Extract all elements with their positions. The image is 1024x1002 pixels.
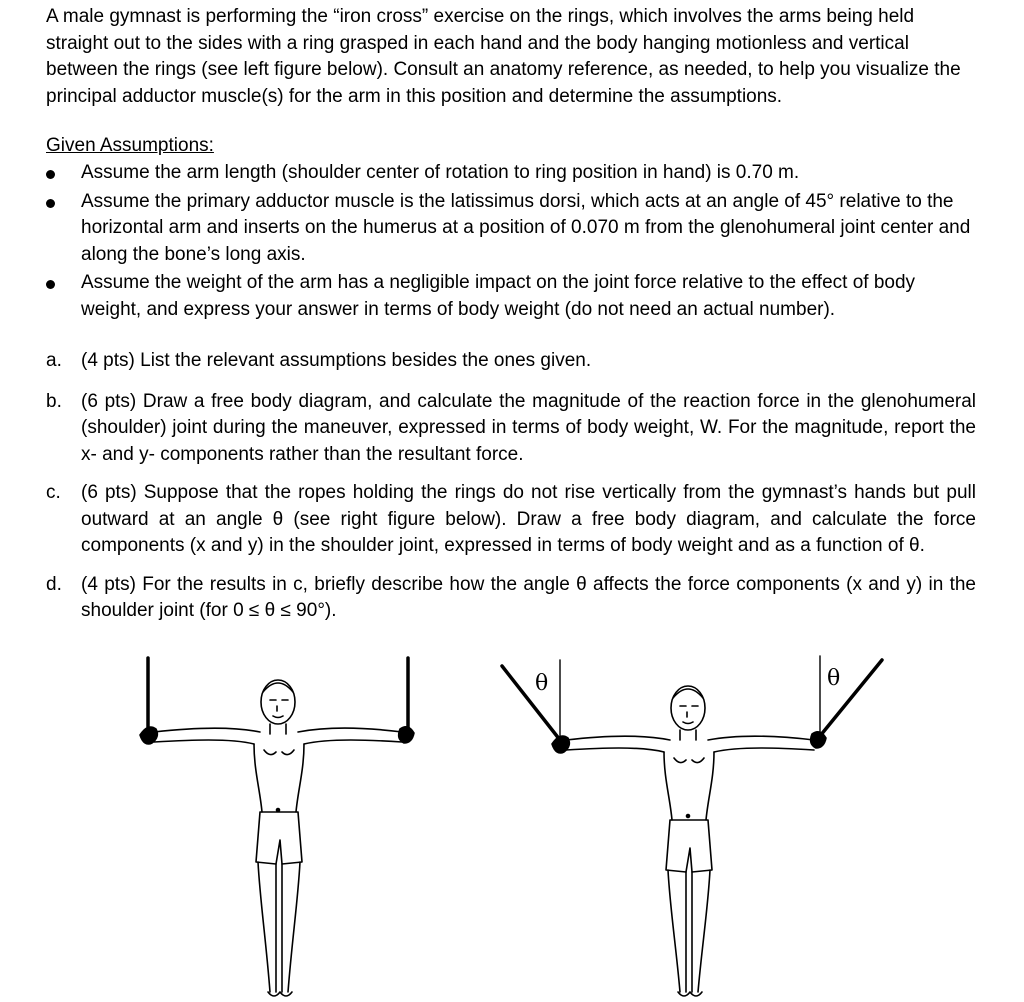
question-marker: b.	[46, 390, 62, 412]
assumption-text: Assume the arm length (shoulder center of rotation to ring position in hand) is 0.70 m.	[81, 162, 800, 183]
theta-label-left: θ	[535, 671, 549, 696]
question-text: (6 pts) Draw a free body diagram, and calculate the magnitude of the reaction force in the glenohumeral (shoulder) joint during the maneuver, expressed in terms of body weight, W. For the magnitude, report the x- and y- components rather than the resultant force.	[81, 390, 976, 465]
assumption-item	[46, 189, 976, 269]
problem-intro: A male gymnast is performing the “iron cross” exercise on the rings, which involves the arms being held straight out to the sides with a ring grasped in each hand and the body hanging motionless and vertical between the rings (see left figure below). Consult an anatomy reference, as needed, to help you visualize the principal adductor muscle(s) for the arm in this position and determine the assumptions.	[46, 6, 961, 107]
assumption-item	[46, 160, 976, 187]
assumptions-list	[46, 160, 976, 325]
gymnast-angled-illustration	[490, 640, 900, 1002]
question-item	[46, 480, 976, 560]
bullet-icon	[46, 199, 55, 208]
bullet-icon	[46, 170, 55, 179]
question-text: (6 pts) Suppose that the ropes holding the rings do not rise vertically from the gymnast’s hands but pull outward at an angle θ (see right figure below). Draw a free body diagram, and calculate the force components (x and y) in the shoulder joint, expressed in terms of body weight and as a function of θ.	[81, 482, 976, 556]
question-marker: c.	[46, 482, 61, 503]
question-text: (4 pts) For the results in c, briefly describe how the angle θ affects the force components (x and y) in the shoulder joint (for 0 ≤ θ ≤ 90°).	[81, 573, 976, 621]
question-item	[46, 348, 976, 375]
figure-vertical-ropes	[130, 640, 430, 1002]
question-marker: a.	[46, 350, 62, 371]
assumption-text: Assume the primary adductor muscle is the latissimus dorsi, which acts at an angle of 45° relative to the horizontal arm and inserts on the humerus at a position of 0.070 m from the glenohumeral joint center and along the bone’s long axis.	[81, 190, 971, 265]
assumptions-heading: Given Assumptions:	[46, 135, 214, 156]
bullet-icon	[46, 280, 55, 289]
question-item	[46, 572, 976, 625]
figure-angled-ropes	[490, 640, 900, 1002]
theta-label-right: θ	[827, 666, 841, 691]
question-marker: d.	[46, 573, 62, 595]
assumption-item	[46, 270, 976, 323]
question-text: (4 pts) List the relevant assumptions besides the ones given.	[81, 350, 592, 371]
question-item	[46, 389, 976, 469]
assumption-text: Assume the weight of the arm has a negligible impact on the joint force relative to the effect of body weight, and express your answer in terms of body weight (do not need an actual number).	[81, 272, 916, 320]
questions-list	[46, 348, 976, 625]
gymnast-vertical-illustration	[130, 640, 430, 1002]
